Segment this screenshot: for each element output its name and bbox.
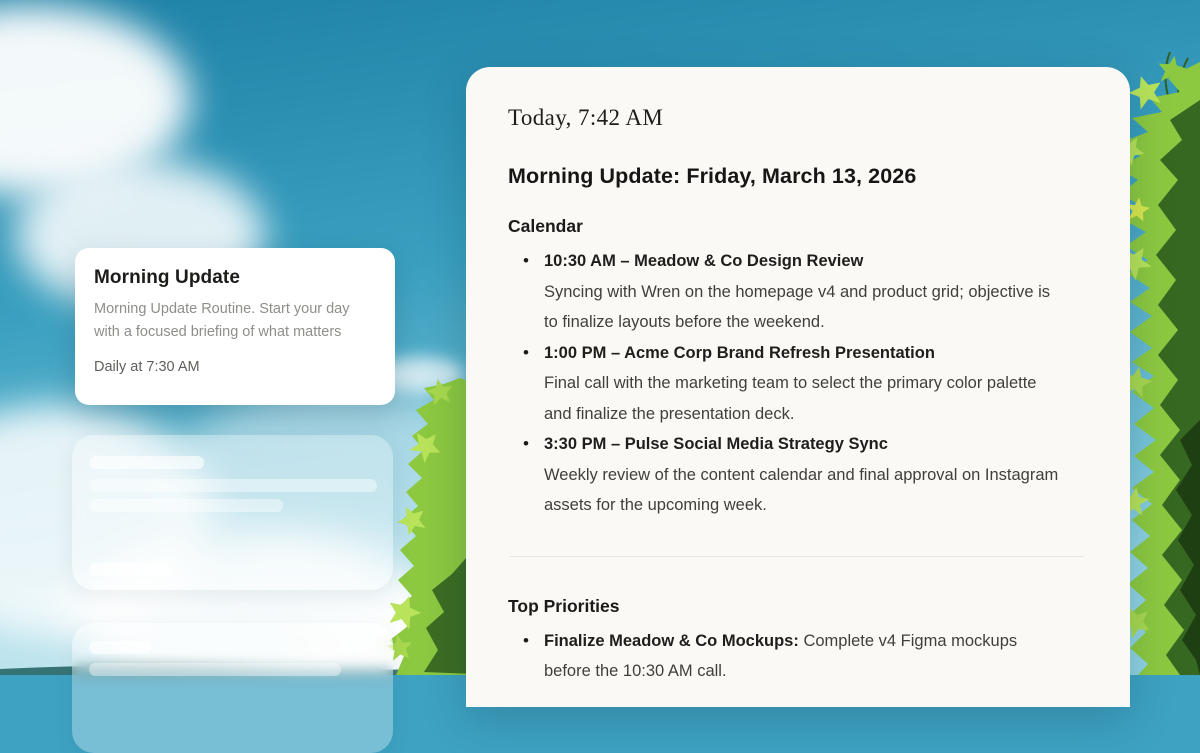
briefing-timestamp: Today, 7:42 AM [508, 105, 664, 130]
skeleton-bar [89, 479, 377, 492]
routine-card-title: Morning Update [94, 267, 240, 288]
priority-item [508, 626, 1066, 687]
skeleton-bar [89, 641, 151, 654]
priority-item-title: Finalize Meadow & Co Mockups: [544, 631, 799, 650]
priority-item-description: Complete v4 Figma mockups before the 10:30 AM call. [544, 631, 1018, 680]
section-heading-calendar: Calendar [508, 216, 583, 236]
routine-card-description: Morning Update Routine. Start your day with a focused briefing of what matters [94, 301, 350, 340]
skeleton-bar [89, 456, 204, 469]
calendar-item [508, 429, 1066, 521]
calendar-item-title: • 1:00 PM – Acme Corp Brand Refresh Presentation [544, 343, 935, 362]
routine-card-schedule: Daily at 7:30 AM [94, 359, 200, 375]
routine-card[interactable] [75, 248, 395, 405]
skeleton-bar [89, 563, 169, 576]
calendar-list [508, 246, 1084, 521]
priorities-list [508, 626, 1084, 687]
section-divider [509, 556, 1084, 557]
calendar-item-description: Final call with the marketing team to select the primary color palette and finalize the presentation deck. [544, 374, 1037, 423]
skeleton-bar [89, 499, 283, 512]
calendar-item-title: • 3:30 PM – Pulse Social Media Strategy Sync [544, 435, 888, 453]
briefing-title: Morning Update: Friday, March 13, 2026 [508, 164, 917, 188]
calendar-item-description: Syncing with Wren on the homepage v4 and product grid; objective is to finalize layouts before the weekend. [544, 282, 1050, 331]
placeholder-card-1[interactable] [72, 435, 393, 590]
calendar-item-title: • 10:30 AM – Meadow & Co Design Review [544, 252, 864, 270]
section-heading-top-priorities: Top Priorities [508, 595, 620, 616]
briefing-panel[interactable] [466, 67, 1130, 707]
skeleton-bar [89, 663, 341, 676]
calendar-item [508, 338, 1066, 430]
calendar-item [508, 246, 1066, 338]
calendar-item-description: Weekly review of the content calendar and final approval on Instagram assets for the upcoming week. [544, 465, 1059, 514]
placeholder-card-2[interactable] [72, 623, 393, 753]
